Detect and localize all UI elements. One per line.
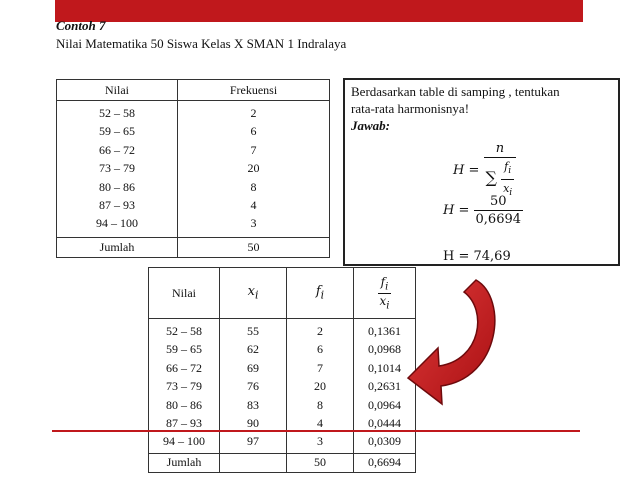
fi-letter: f [315,284,321,300]
table-cell: 62 [247,342,259,357]
table-cell: 83 [247,397,259,412]
table-cell: 0,1014 [368,360,401,375]
table-cell: 3 [250,216,257,231]
table-cell: 0,0444 [368,415,401,430]
total-fi: 50 [287,453,354,472]
eq2-denominator: 0,6694 [475,212,522,227]
table-cell: 0,0968 [368,342,401,357]
table-cell: 69 [247,360,259,375]
table-cell: 59 – 65 [99,124,135,139]
total-label: Jumlah [149,453,220,472]
col-header-frekuensi: Frekuensi [178,80,330,101]
col-header-xi [220,268,287,319]
xi-subscript: i [254,288,259,302]
table-cell: 66 – 72 [99,142,135,157]
fi-term [501,158,514,180]
table-cell: 7 [317,360,323,375]
xi-subscript: i [509,187,513,199]
table-cell: 2 [317,324,323,338]
table-cell: 3 [317,434,323,449]
table-cell: 8 [317,397,323,412]
xi-subscript: i [386,299,390,311]
bottom-accent-line [52,430,580,432]
fi-column [287,319,354,454]
col-header-nilai: Nilai [149,268,220,319]
frequency-table [56,79,330,258]
fi-letter: f [504,160,509,173]
harmonic-calculation-table [148,267,416,473]
fi-subscript: i [385,281,389,293]
table-cell: 97 [247,434,259,449]
table-cell: 4 [250,197,257,212]
slide-subtitle: Nilai Matematika 50 Siswa Kelas X SMAN 1 Indralaya [56,36,347,51]
header-numerator [378,275,392,293]
nilai-column [57,101,178,238]
fi-letter: f [380,275,386,290]
table-cell: 87 – 93 [99,197,135,212]
eq2-fraction [474,193,524,228]
table-cell: 59 – 65 [166,342,202,357]
header-denominator [378,294,392,311]
answer-label: Jawab: [351,118,390,133]
table-cell: 7 [250,142,257,157]
table-cell: 80 – 86 [166,397,202,412]
table-cell: 80 – 86 [99,179,135,194]
xi-letter: x [247,284,255,300]
table-cell: 94 – 100 [96,216,138,231]
table-cell: 76 [247,379,259,394]
example-label: Contoh 7 [56,18,106,33]
question-line-1: Berdasarkan table di samping , tentukan [351,84,560,99]
table-cell: 52 – 58 [99,106,135,120]
total-ratio: 0,6694 [354,453,416,472]
eq2-lhs: H = [443,203,470,218]
table-cell: 52 – 58 [166,324,202,338]
answer-box [343,78,620,266]
table-cell: 90 [247,415,259,430]
table-cell: 0,1361 [368,324,401,338]
table-cell: 0,0964 [368,397,401,412]
sigma-symbol: ∑ [485,168,497,188]
table-cell: 55 [247,324,259,338]
question-line-2: rata-rata harmonisnya! [351,101,470,116]
table-cell: 4 [317,415,323,430]
table-cell: 73 – 79 [99,161,135,176]
col-header-nilai: Nilai [57,80,178,101]
table-cell: 20 [247,161,260,176]
fi-subscript: i [320,288,325,302]
table-cell: 2 [250,106,257,120]
total-xi-empty [220,453,287,472]
table-cell: 66 – 72 [166,360,202,375]
eq2-numerator: 50 [474,193,524,211]
table-cell: 6 [317,342,323,357]
formula-result: H = 74,69 [443,249,511,264]
curved-arrow-icon [396,268,511,418]
xi-column [220,319,287,454]
eq1-numerator: n [484,140,517,158]
table-cell: 0,2631 [368,379,401,394]
table-cell: 20 [314,379,326,394]
table-cell: 6 [250,124,257,139]
col-header-fi [287,268,354,319]
table-cell: 8 [250,179,257,194]
xi-letter: x [379,293,387,308]
fi-subscript: i [508,165,512,177]
table-cell: 0,0309 [368,434,401,449]
xi-letter: x [503,182,510,196]
frekuensi-column [178,101,330,238]
table-cell: 94 – 100 [163,434,205,449]
title-block [56,17,346,53]
formula-substitution [443,193,523,228]
total-value: 50 [178,237,330,257]
table-cell: 87 – 93 [166,415,202,430]
table-cell: 73 – 79 [166,379,202,394]
total-label: Jumlah [57,237,178,257]
eq1-lhs: H = [453,163,480,179]
header-fraction [378,275,392,311]
nilai-column [149,319,220,454]
